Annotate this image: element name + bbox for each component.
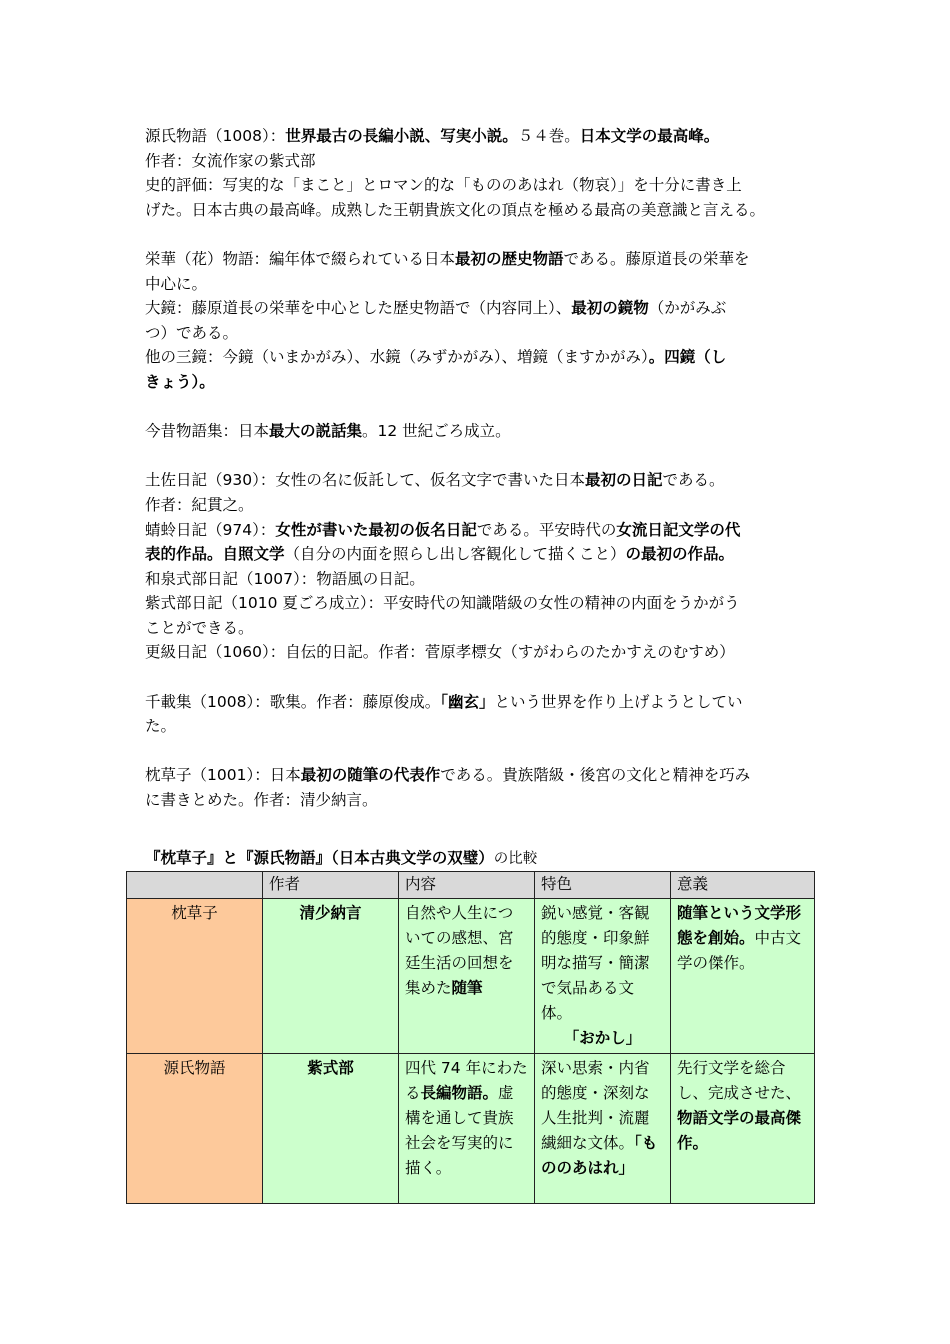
senzai-line-2: た。 [145,717,177,736]
row-title: 枕草子 [127,899,263,1054]
header-author: 作者 [263,872,399,899]
table-caption: 『枕草子』と『源氏物語』（日本古典文学の双璧）の比較 [145,849,538,867]
ookagami-line: 大鏡：藤原道長の栄華を中心とした歴史物語で（内容同上）、最初の鏡物（かがみぶ [145,299,727,318]
row-title: 源氏物語 [127,1054,263,1204]
genji-eval-2: げた。日本古典の最高峰。成熟した王朝貴族文化の頂点を極める最高の美意識と言える。 [145,200,766,219]
row-content: 四代 74 年にわたる長編物語。虚構を通して貴族社会を写実的に描く。 [399,1054,535,1204]
row-content: 自然や人生についての感想、宮廷生活の回想を集めた随筆 [399,899,535,1054]
sankyou-line: 他の三鏡：今鏡（いまかがみ）、水鏡（みずかがみ）、増鏡（ますかがみ）。四鏡（し [145,348,727,367]
row-author: 清少納言 [263,899,399,1054]
kagerou-line: 蜻蛉日記（974）：女性が書いた最初の仮名日記である。平安時代の女流日記文学の代 [145,520,741,539]
makura-line-2: に書きとめた。作者：清少納言。 [145,791,378,810]
document-body [145,124,813,813]
table-row [127,899,815,1054]
row-feature: 鋭い感覚・客観的態度・印象鮮明な描写・簡潔で気品ある文体。 「おかし」 [535,899,671,1054]
senzai-line: 千載集（1008）：歌集。作者：藤原俊成。「幽玄」という世界を作り上げようとしてい [145,692,743,711]
konjaku-line: 今昔物語集：日本最大の説話集。12 世紀ごろ成立。 [145,422,511,441]
table-header-row [127,872,815,899]
sankyou-line-2: きょう）。 [145,372,215,391]
table-row [127,1054,815,1204]
header-content: 内容 [399,872,535,899]
tosa-author: 作者：紀貫之。 [145,495,254,514]
makura-line: 枕草子（1001）：日本最初の随筆の代表作である。貴族階級・後宮の文化と精神を巧み [145,766,751,785]
comparison-table [126,871,815,1204]
tosa-line: 土佐日記（930）：女性の名に仮託して、仮名文字で書いた日本最初の日記である。 [145,471,725,490]
genji-author: 作者：女流作家の紫式部 [145,151,316,170]
header-feature: 特色 [535,872,671,899]
izumi-line: 和泉式部日記（1007）：物語風の日記。 [145,569,425,588]
header-meaning: 意義 [671,872,815,899]
row-meaning: 先行文学を総合し、完成させた、物語文学の最高傑作。 [671,1054,815,1204]
kagerou-line-2: 表的作品。自照文学（自分の内面を照らし出し客観化して描くこと）の最初の作品。 [145,545,735,564]
eiga-line-2: 中心に。 [145,274,208,293]
header-blank [127,872,263,899]
row-feature: 深い思索・内省的態度・深刻な人生批判・流麗繊細な文体。「もののあはれ」 [535,1054,671,1204]
ookagami-line-2: つ）である。 [145,323,239,342]
genji-line: 源氏物語（1008）：世界最古の長編小説、写実小説。５４巻。日本文学の最高峰。 [145,127,720,145]
eiga-line: 栄華（花）物語：編年体で綴られている日本最初の歴史物語である。藤原道長の栄華を [145,249,750,268]
murasaki-line-2: ことができる。 [145,618,254,637]
row-author: 紫式部 [263,1054,399,1204]
genji-eval-1: 史的評価：写実的な「まこと」とロマン的な「もののあはれ（物哀）」を十分に書き上 [145,176,742,195]
sarashina-line: 更級日記（1060）：自伝的日記。作者：菅原孝標女（すがわらのたかすえのむすめ） [145,643,735,662]
murasaki-line: 紫式部日記（1010 夏ごろ成立）：平安時代の知識階級の女性の精神の内面をうかがう [145,594,740,613]
row-meaning: 随筆という文学形態を創始。中古文学の傑作。 [671,899,815,1054]
